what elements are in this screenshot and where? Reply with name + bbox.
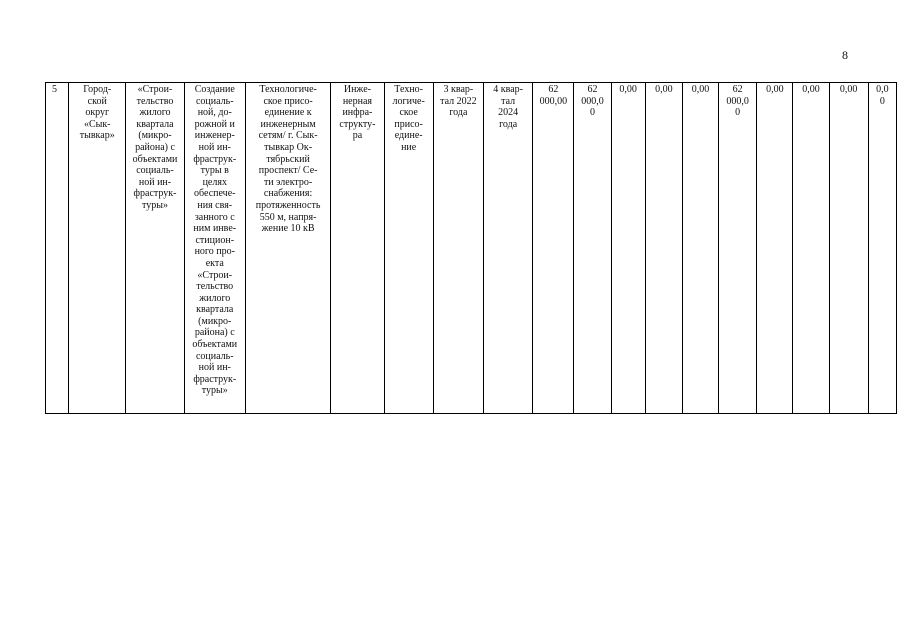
cell-purpose: Создание социаль- ной, до- рожной и инженер- ной ин- фраструк- туры в целях обеспече- ния свя- занного с ним инве- стицион- ного про- екта «Строи- тельство жилого квартала (микро- района) с объектами социаль- ной ин- фраструк- туры» xyxy=(184,83,245,414)
cell-amount-total: 62 000,00 xyxy=(533,83,574,414)
page-number: 8 xyxy=(842,48,848,62)
cell-start-date: 3 квар- тал 2022 года xyxy=(433,83,483,414)
cell-work-type: Техно- логиче- ское присо- едине- ние xyxy=(384,83,433,414)
cell-end-date: 4 квар- тал 2024 года xyxy=(484,83,533,414)
cell-amount-9: 0,00 xyxy=(829,83,868,414)
cell-municipality: Город- ской округ «Сык- тывкар» xyxy=(69,83,126,414)
cell-amount-5: 0,00 xyxy=(682,83,718,414)
cell-amount-6: 62 000,0 0 xyxy=(719,83,757,414)
table-row xyxy=(46,83,897,414)
cell-amount-3: 0,00 xyxy=(611,83,645,414)
cell-amount-7: 0,00 xyxy=(757,83,793,414)
cell-amount-2: 62 000,0 0 xyxy=(574,83,611,414)
cell-amount-8: 0,00 xyxy=(793,83,829,414)
cell-infrastructure-type: Инже- нерная инфра- структу- ра xyxy=(331,83,384,414)
cell-row-number: 5 xyxy=(46,83,69,414)
cell-amount-4: 0,00 xyxy=(645,83,682,414)
cell-project-name: «Строи- тельство жилого квартала (микро- района) с объектами социаль- ной ин- фраструк- туры» xyxy=(126,83,184,414)
cell-amount-10: 0,0 0 xyxy=(868,83,896,414)
document-table xyxy=(45,82,897,414)
cell-object-description: Технологиче- ское присо- единение к инженерным сетям/ г. Сык- тывкар Ок- тябрьский проспект/ Се- ти электро- снабжения: протяженность 550 м, напря- жение 10 кВ xyxy=(245,83,330,414)
